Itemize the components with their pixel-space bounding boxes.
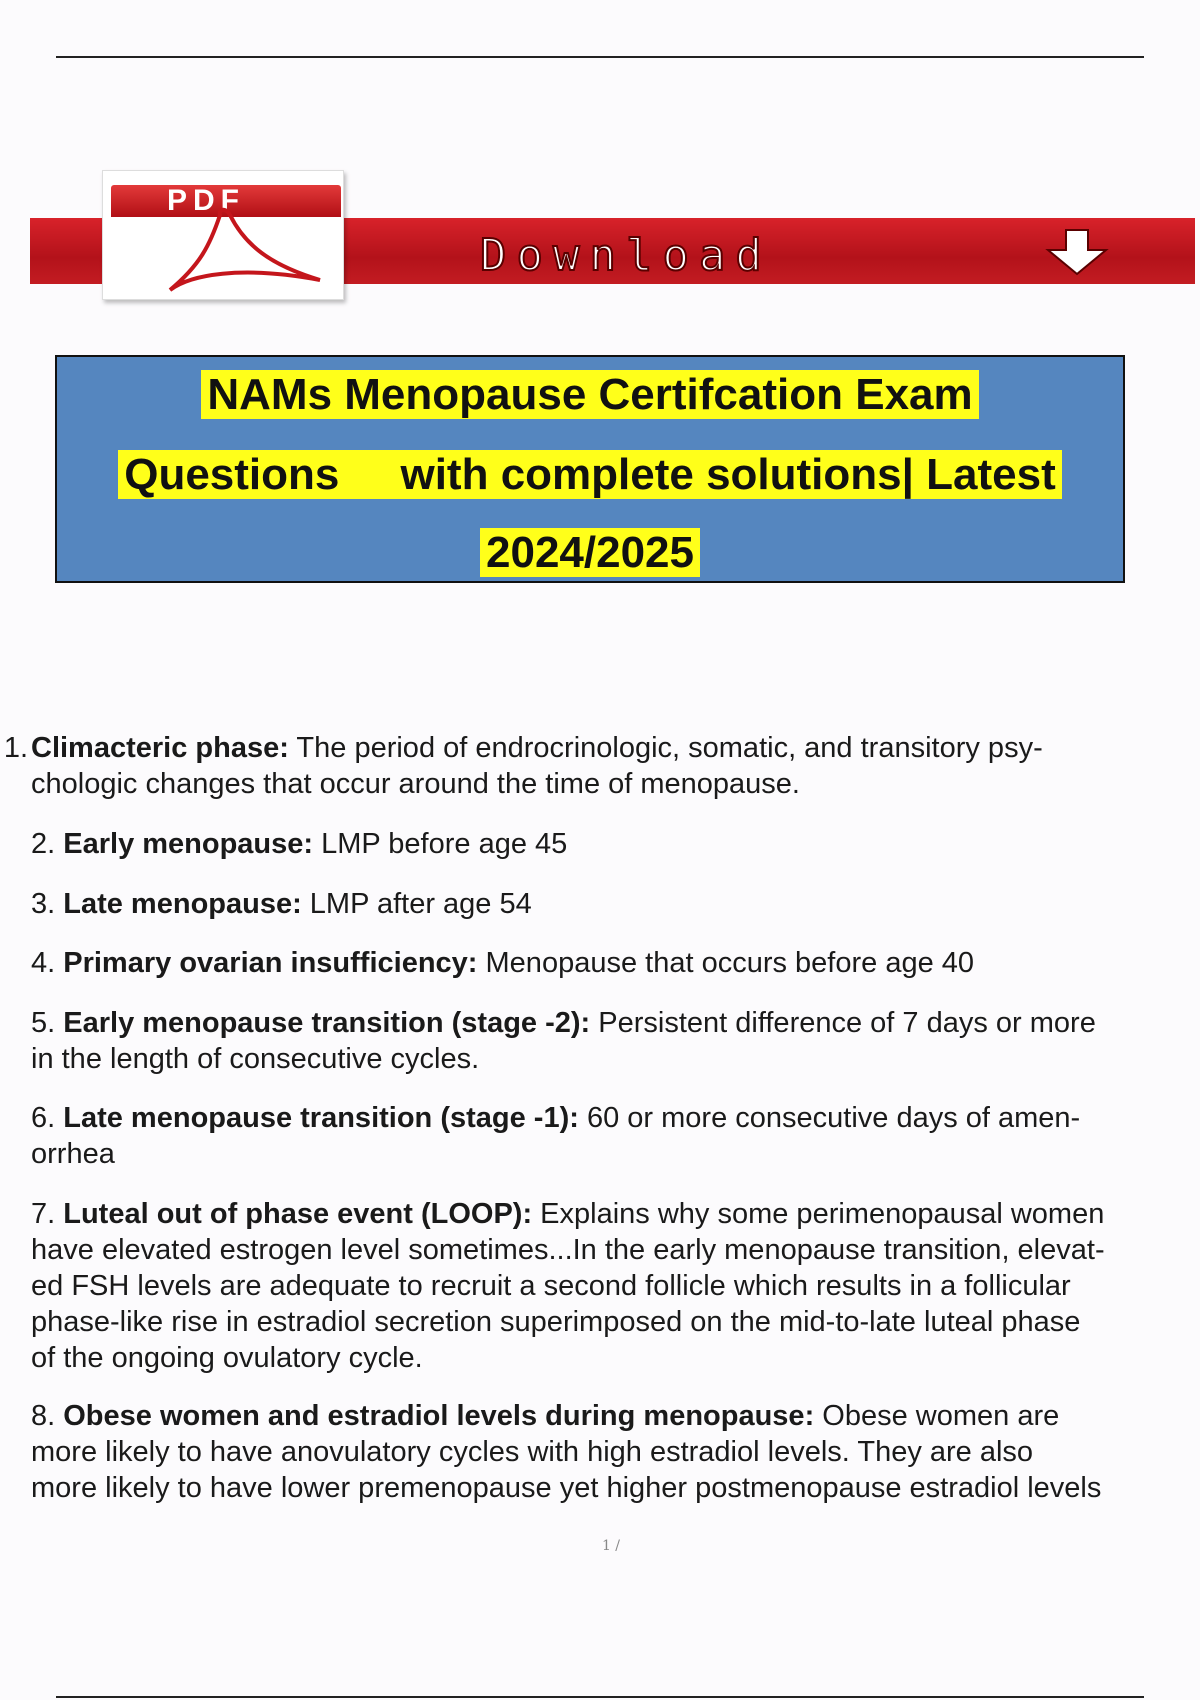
list-item: 2. Early menopause: LMP before age 45: [31, 828, 568, 860]
download-arrow-icon[interactable]: [1042, 228, 1112, 276]
download-label[interactable]: Download: [480, 230, 772, 281]
page-number: 1 /: [601, 1538, 621, 1554]
list-item: 4. Primary ovarian insufficiency: Menopause that occurs before age 40: [31, 947, 975, 979]
bottom-rule: [56, 1696, 1144, 1698]
list-item: 5. Early menopause transition (stage -2): Persistent difference of 7 days or more in the length of consecutive cycles.: [31, 1007, 1096, 1075]
list-item: 8. Obese women and estradiol levels during menopause: Obese women are more likely to have anovulatory cycles with high estradiol levels. They are also more likely to have lower premenopause yet higher postmenopause estradiol levels: [31, 1400, 1102, 1504]
title-line-3: 2024/2025: [57, 527, 1123, 579]
title-box: [55, 355, 1125, 583]
list-item: 6. Late menopause transition (stage -1): 60 or more consecutive days of amen- orrhea: [31, 1102, 1081, 1170]
list-item: 3. Late menopause: LMP after age 54: [31, 888, 532, 920]
list-item: 1. Climacteric phase: The period of endrocrinologic, somatic, and transitory psy- chologic changes that occur around the time of menopause.: [3, 732, 1043, 800]
title-line-1: NAMs Menopause Certifcation Exam: [57, 369, 1123, 421]
top-rule: [56, 56, 1144, 58]
title-line-2: Questions with complete solutions| Latest: [57, 449, 1123, 501]
acrobat-logo-icon: [150, 205, 350, 305]
pdf-label: PDF: [111, 185, 341, 217]
list-item: 7. Luteal out of phase event (LOOP): Explains why some perimenopausal women have elevated estrogen level sometimes...In the early menopause transition, elevat- ed FSH levels are adequate to recruit a second follicle which results in a follicular phase-like rise in estradiol secretion superimposed on the mid-to-late luteal phase of the ongoing ovulatory cycle.: [31, 1198, 1105, 1374]
download-banner[interactable]: [30, 160, 1195, 300]
